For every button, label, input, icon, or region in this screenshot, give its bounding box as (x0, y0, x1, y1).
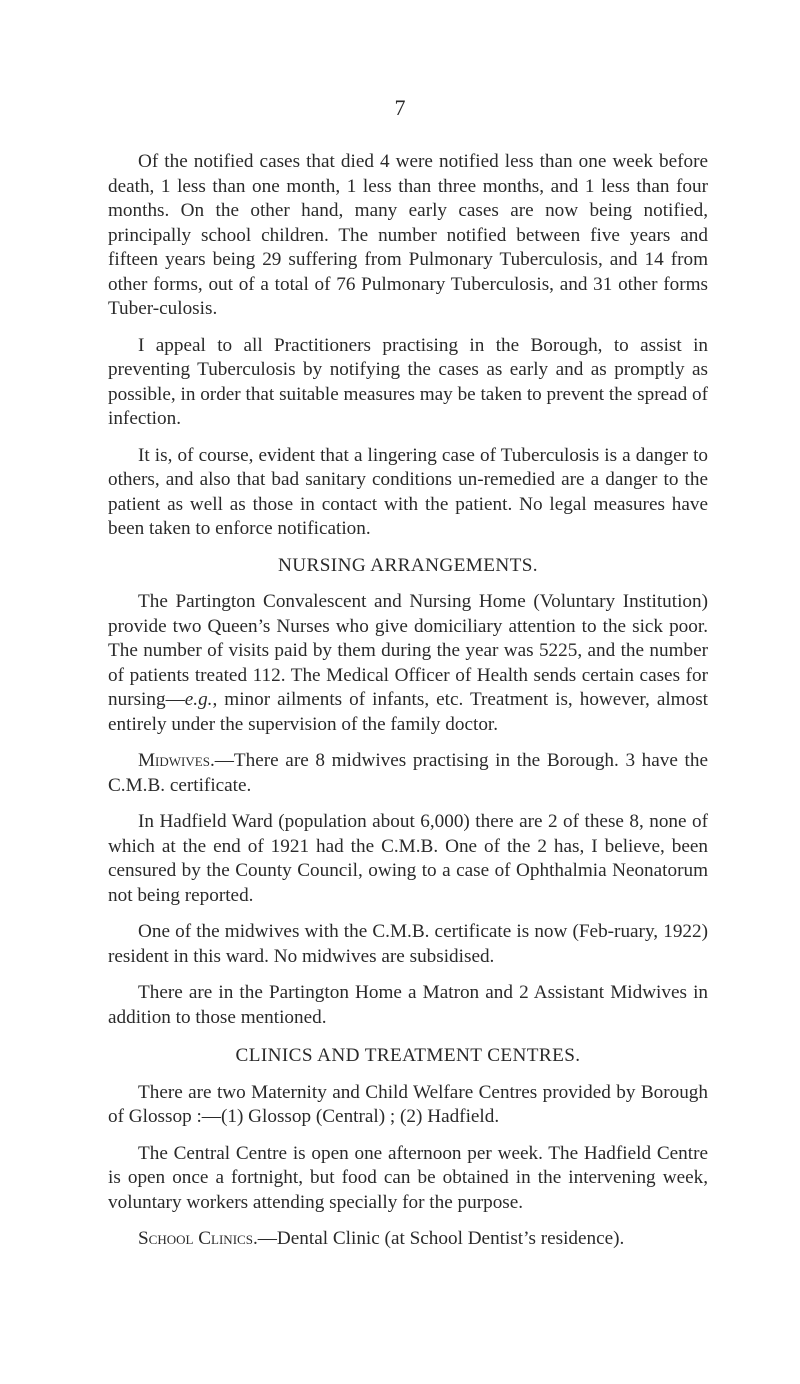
paragraph-appeal-practitioners: I appeal to all Practitioners practising in the Borough, to assist in preventing Tuberculosis by notifying the cases as early and as promptly as possible, in order that suitable measures may be taken to prevent the spread of infection. (108, 334, 708, 429)
page-body (108, 150, 708, 1264)
paragraph-lingering-case: It is, of course, evident that a lingering case of Tuberculosis is a danger to others, and also that bad sanitary conditions un-remedied are a danger to the patient as well as those in contact with the patient. No legal measures have been taken to enforce notification. (108, 444, 708, 539)
paragraph-midwives (108, 749, 708, 798)
heading-nursing-arrangements: NURSING ARRANGEMENTS. (278, 554, 538, 576)
school-clinics-text: .—Dental Clinic (at School Dentist’s residence). (252, 1228, 625, 1249)
paragraph-school-clinics (108, 1227, 708, 1252)
midwives-text: .—There are 8 midwives practising in the Borough. 3 have the C.M.B. certificate. (108, 750, 708, 796)
heading-clinics-treatment-centres: CLINICS AND TREATMENT CENTRES. (235, 1045, 581, 1066)
paragraph-notified-cases: Of the notified cases that died 4 were notified less than one week before death, 1 less than one month, 1 less than three months, and 1 less than four months. On the other hand, many early cases are now being notified, principally school children. The number notified between five years and fifteen years being 29 suffering from Pulmonary Tuberculosis, and 14 from other forms, out of a total of 76 Pulmonary Tuberculosis, and 31 other forms Tuber-culosis. (108, 151, 708, 319)
page-number: 7 (394, 95, 406, 120)
partington-home-italic: e.g. (184, 689, 213, 710)
paragraph-central-centre: The Central Centre is open one afternoon per week. The Hadfield Centre is open once a fortnight, but food can be obtained in the intervening week, voluntary workers attending specially for the purpose. (108, 1142, 708, 1213)
paragraph-hadfield-ward: In Hadfield Ward (population about 6,000) there are 2 of these 8, none of which at the end of 1921 had the C.M.B. One of the 2 has, I believe, been censured by the County Council, owing to a case of Ophthalmia Neonatorum not being reported. (108, 811, 708, 906)
partington-home-text: The Partington Convalescent and Nursing Home (Voluntary Institution) provide two Queen’s Nurses who give domiciliary attention to the sick poor. The number of visits paid by them during the year was 5225, and the number of patients treated 112. The Medical Officer of Health sends certain cases for nursing— (108, 591, 708, 710)
school-clinics-label: School Clinics (138, 1228, 253, 1249)
midwives-label: Midwives (138, 750, 210, 771)
paragraph-partington-home (108, 590, 708, 737)
paragraph-midwife-resident: One of the midwives with the C.M.B. certificate is now (Feb-ruary, 1922) resident in this ward. No midwives are subsidised. (108, 921, 708, 967)
paragraph-partington-matron: There are in the Partington Home a Matron and 2 Assistant Midwives in addition to those mentioned. (108, 982, 708, 1028)
partington-home-text-end: , minor ailments of infants, etc. Treatment is, however, almost entirely under the supervision of the family doctor. (108, 689, 708, 735)
paragraph-maternity-centres: There are two Maternity and Child Welfare Centres provided by Borough of Glossop :—(1) Glossop (Central) ; (2) Hadfield. (108, 1081, 708, 1127)
